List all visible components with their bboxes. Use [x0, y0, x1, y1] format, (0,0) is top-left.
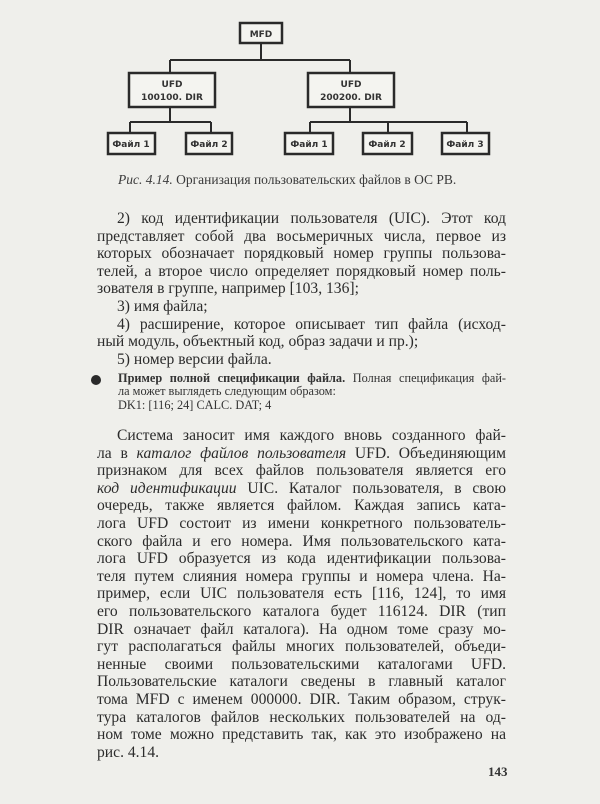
text-line — [97, 445, 506, 463]
file-node — [108, 133, 155, 154]
text-span: UFD. Объединяющим — [346, 444, 506, 462]
mfd-node — [240, 23, 282, 43]
text-span: UIC. Каталог пользователя, в свою — [236, 479, 506, 497]
text-line: Система заносит имя каждого вновь созданного фай- — [117, 427, 506, 444]
text-line: зователя в группе, например [103, 136]; — [97, 280, 359, 298]
page-number: 143 — [488, 764, 508, 779]
ufd-title: UFD — [340, 80, 362, 90]
text-line: признаком для всех файлов пользователя является его — [97, 462, 506, 480]
text-line: лога UFD состоит из имени конкретного пользователь- — [97, 514, 506, 532]
file-structure-diagram — [0, 0, 600, 170]
file-label: Файл 3 — [446, 140, 484, 150]
figure-number: Рис. 4.14. — [118, 172, 173, 187]
text-line: которых обозначает порядковый номер группы пользова- — [97, 245, 506, 263]
text-line: рис. 4.14. — [97, 743, 160, 761]
note-example-spec: DK1: [116; 24] CALC. DAT; 4 — [118, 397, 272, 412]
note-heading: Пример полной спецификации файла. — [118, 371, 346, 385]
text-line: тура каталогов файлов нескольких пользователей на од- — [97, 708, 506, 726]
text-line — [97, 480, 506, 498]
text-line: DIR означает файл каталога). На одном томе сразу мо- — [97, 620, 506, 638]
text-line: представляет собой два восьмеричных числа, первое из — [97, 227, 506, 245]
text-line: 4) расширение, которое описывает тип файла (исход- — [117, 315, 506, 333]
bullet-icon — [91, 375, 101, 385]
text-line: ном томе можно представить так, как это изображено на — [97, 726, 506, 744]
file-label: Файл 2 — [190, 140, 228, 150]
text-line: 3) имя файла; — [117, 297, 208, 315]
text-line: тома MFD с именем 000000. DIR. Таким образом, струк- — [97, 690, 506, 708]
mfd-label: MFD — [249, 30, 273, 40]
file-node — [186, 133, 232, 154]
ufd-title: UFD — [161, 80, 183, 90]
note-text: ла может выглядеть следующим образом: — [118, 384, 336, 399]
note-text: Полная спецификация фай- — [345, 371, 506, 385]
body-paragraph — [97, 427, 506, 761]
text-line: телей, а второе число определяет порядковый номер поль- — [97, 262, 506, 280]
file-node — [442, 133, 489, 154]
ufd-name: 100100. DIR — [141, 93, 203, 103]
example-note — [118, 372, 506, 412]
italic-term: код идентификации — [97, 479, 237, 497]
list-paragraph — [97, 210, 506, 368]
text-line: очередь, также является файлом. Каждая запись ката- — [97, 497, 506, 515]
figure-caption-text: Организация пользовательских файлов в ОС РВ. — [172, 172, 457, 187]
text-line: 2) код идентификации пользователя (UIC). Этот код — [117, 210, 506, 227]
file-node — [285, 133, 333, 154]
ufd-name: 200200. DIR — [320, 93, 382, 103]
text-line: ского файла и его номера. Имя пользовательского ката- — [97, 532, 506, 550]
italic-term: каталог файлов пользователя — [136, 444, 347, 462]
text-line: ненные своими пользовательскими каталогами UFD. — [97, 655, 506, 673]
text-span: ла в — [97, 444, 137, 462]
ufd-node — [308, 73, 394, 107]
text-line: лога UFD образуется из кода идентификации пользова- — [97, 550, 506, 568]
text-line: теля путем слияния номера группы и номера члена. На- — [97, 567, 506, 585]
text-line: его пользовательского каталога будет 116124. DIR (тип — [97, 602, 506, 620]
file-label: Файл 1 — [112, 140, 150, 150]
text-line: 5) номер версии файла. — [117, 350, 272, 368]
ufd-node — [129, 73, 215, 107]
file-label: Файл 1 — [290, 140, 328, 150]
figure-caption — [118, 172, 456, 188]
text-line: ный модуль, объектный код, образ задачи и пр.); — [97, 333, 419, 351]
file-node — [363, 133, 412, 154]
text-line: пример, если UIC пользователя есть [116, 124], то имя — [97, 585, 506, 603]
file-label: Файл 2 — [368, 140, 406, 150]
text-line: гут располагаться файлы многих пользователей, объеди- — [97, 638, 506, 656]
text-line: Пользовательские каталоги сведены в главный каталог — [97, 673, 506, 691]
